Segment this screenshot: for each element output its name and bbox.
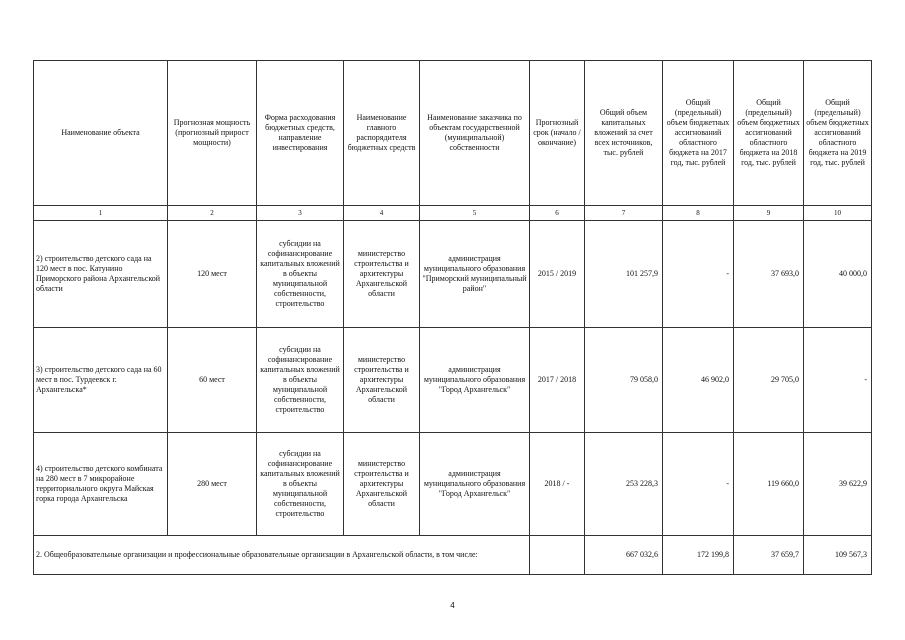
column-number-row: [34, 206, 872, 221]
customer-cell: администрация муниципального образования "Город Архангельск": [420, 433, 530, 536]
section-summary-row: [34, 536, 872, 575]
header-term: Прогнозный срок (начало / окончание): [530, 61, 585, 206]
budget-2019-cell: 39 622,9: [804, 433, 872, 536]
object-name-cell: 2) строительство детского сада на 120 мест в пос. Катунино Приморского района Архангельской области: [34, 221, 168, 328]
section-budget-2019-cell: 109 567,3: [804, 536, 872, 575]
customer-cell: администрация муниципального образования "Приморский муниципальный район": [420, 221, 530, 328]
section-budget-2017-cell: 172 199,8: [663, 536, 734, 575]
header-capacity: Прогнозная мощность (прогнозный прирост мощности): [168, 61, 257, 206]
spending-form-cell: субсидии на софинансирование капитальных вложений в объекты муниципальной собственности, строительство: [257, 328, 344, 433]
column-number: 9: [734, 206, 804, 221]
header-main-manager: Наименование главного распорядителя бюджетных средств: [344, 61, 420, 206]
budget-2017-cell: -: [663, 433, 734, 536]
column-number: 8: [663, 206, 734, 221]
table-row: [34, 221, 872, 328]
budget-2017-cell: -: [663, 221, 734, 328]
object-name-cell: 4) строительство детского комбината на 280 мест в 7 микрорайоне территориального округа Майская горка города Архангельска: [34, 433, 168, 536]
header-budget-2019: Общий (предельный) объем бюджетных ассигнований областного бюджета на 2019 год, тыс. рублей: [804, 61, 872, 206]
term-cell: 2015 / 2019: [530, 221, 585, 328]
investment-objects-table: [33, 60, 872, 575]
object-name-cell: 3) строительство детского сада на 60 мест в пос. Турдеевск г. Архангельска*: [34, 328, 168, 433]
budget-2018-cell: 119 660,0: [734, 433, 804, 536]
term-cell: 2018 / -: [530, 433, 585, 536]
budget-2019-cell: -: [804, 328, 872, 433]
table-header-row: [34, 61, 872, 206]
header-spending-form: Форма расходования бюджетных средств, направление инвестирования: [257, 61, 344, 206]
column-number: 5: [420, 206, 530, 221]
section-budget-2018-cell: 37 659,7: [734, 536, 804, 575]
table-row: [34, 433, 872, 536]
budget-2019-cell: 40 000,0: [804, 221, 872, 328]
header-customer: Наименование заказчика по объектам государственной (муниципальной) собственности: [420, 61, 530, 206]
manager-cell: министерство строительства и архитектуры Архангельской области: [344, 433, 420, 536]
column-number: 1: [34, 206, 168, 221]
manager-cell: министерство строительства и архитектуры Архангельской области: [344, 328, 420, 433]
section-total-cell: 667 032,6: [585, 536, 663, 575]
capacity-cell: 280 мест: [168, 433, 257, 536]
manager-cell: министерство строительства и архитектуры Архангельской области: [344, 221, 420, 328]
total-investment-cell: 101 257,9: [585, 221, 663, 328]
capacity-cell: 60 мест: [168, 328, 257, 433]
capacity-cell: 120 мест: [168, 221, 257, 328]
header-object-name: Наименование объекта: [34, 61, 168, 206]
customer-cell: администрация муниципального образования "Город Архангельск": [420, 328, 530, 433]
section-label: 2. Общеобразовательные организации и профессиональные образовательные организации в Архангельской области, в том числе:: [34, 536, 530, 575]
spending-form-cell: субсидии на софинансирование капитальных вложений в объекты муниципальной собственности, строительство: [257, 433, 344, 536]
total-investment-cell: 79 058,0: [585, 328, 663, 433]
column-number: 7: [585, 206, 663, 221]
budget-2017-cell: 46 902,0: [663, 328, 734, 433]
term-cell: 2017 / 2018: [530, 328, 585, 433]
table-row: [34, 328, 872, 433]
column-number: 6: [530, 206, 585, 221]
spending-form-cell: субсидии на софинансирование капитальных вложений в объекты муниципальной собственности, строительство: [257, 221, 344, 328]
column-number: 4: [344, 206, 420, 221]
header-budget-2018: Общий (предельный) объем бюджетных ассигнований областного бюджета на 2018 год, тыс. рублей: [734, 61, 804, 206]
total-investment-cell: 253 228,3: [585, 433, 663, 536]
budget-2018-cell: 37 693,0: [734, 221, 804, 328]
column-number: 10: [804, 206, 872, 221]
header-total-investment: Общий объем капитальных вложений за счет всех источников, тыс. рублей: [585, 61, 663, 206]
page-number: 4: [450, 601, 455, 610]
header-budget-2017: Общий (предельный) объем бюджетных ассигнований областного бюджета на 2017 год, тыс. рублей: [663, 61, 734, 206]
section-term-cell: [530, 536, 585, 575]
budget-2018-cell: 29 705,0: [734, 328, 804, 433]
column-number: 2: [168, 206, 257, 221]
column-number: 3: [257, 206, 344, 221]
